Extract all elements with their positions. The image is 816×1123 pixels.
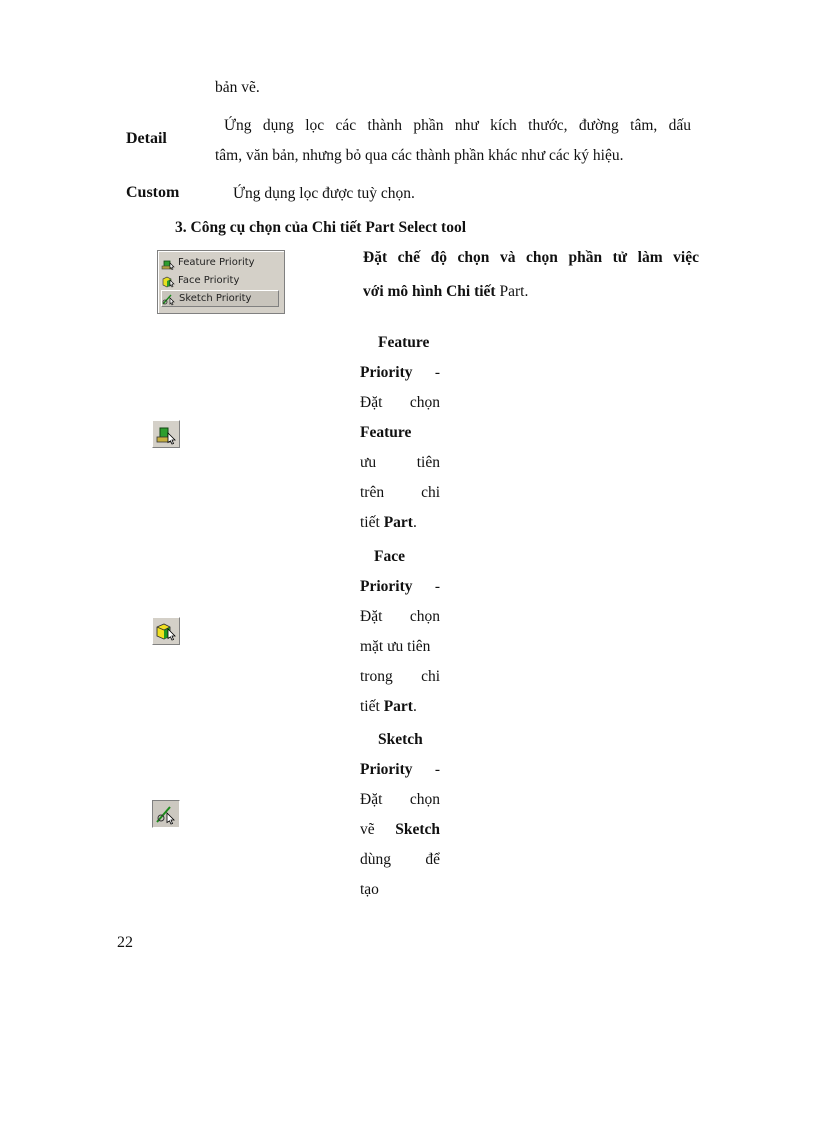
face-priority-icon xyxy=(161,274,175,288)
face-l6a: tiết xyxy=(360,698,384,715)
sketch-priority-text xyxy=(360,725,440,905)
section-heading: 3. Công cụ chọn của Chi tiết Part Select tool xyxy=(175,219,467,236)
feature-l3a: Đặt xyxy=(360,394,383,411)
face-l5a: trong xyxy=(360,668,393,685)
sketch-l5a: dùng xyxy=(360,851,391,868)
section-desc-line2 xyxy=(363,283,528,301)
toolbar-label-sketch-priority: Sketch Priority xyxy=(179,293,252,304)
face-l1: Face xyxy=(374,548,405,565)
face-l4: mặt ưu tiên xyxy=(360,638,431,655)
face-l3b: chọn xyxy=(409,608,440,625)
intro-continuation: bản vẽ. xyxy=(215,79,260,96)
sketch-l4a: vẽ xyxy=(360,821,375,838)
page-number: 22 xyxy=(117,934,133,951)
sketch-priority-button[interactable] xyxy=(152,800,180,828)
term-detail: Detail xyxy=(126,130,167,147)
sketch-l2-bold: Priority xyxy=(360,761,413,778)
section-desc-line2-bold: với mô hình Chi tiết xyxy=(363,283,496,300)
section-desc-line1: Đặt chế độ chọn và chọn phần tử làm việc xyxy=(363,249,699,266)
feature-l6a: trên xyxy=(360,484,385,501)
feature-l5a: ưu xyxy=(360,454,377,471)
feature-l7b: Part xyxy=(383,514,413,531)
toolbar-label-feature-priority: Feature Priority xyxy=(178,257,255,268)
feature-l3b: chọn xyxy=(409,394,440,411)
feature-l4: Feature xyxy=(360,424,412,441)
sketch-l5b: để xyxy=(425,851,440,868)
face-priority-button[interactable] xyxy=(152,617,180,645)
custom-desc: Ứng dụng lọc được tuỳ chọn. xyxy=(233,185,415,202)
face-l2-bold: Priority xyxy=(360,578,413,595)
feature-priority-icon xyxy=(155,423,177,445)
feature-l7c: . xyxy=(412,514,417,531)
part-select-toolbar xyxy=(157,250,285,314)
feature-l2-dash: - xyxy=(434,364,440,381)
feature-priority-button[interactable] xyxy=(152,420,180,448)
toolbar-item-sketch-priority[interactable] xyxy=(161,290,279,307)
detail-desc-line1: Ứng dụng lọc các thành phần như kích thước, đường tâm, dấu xyxy=(224,117,691,134)
term-custom: Custom xyxy=(126,184,180,201)
sketch-l3a: Đặt xyxy=(360,791,383,808)
feature-l7a: tiết xyxy=(360,514,384,531)
feature-l1: Feature xyxy=(378,334,430,351)
face-l2-dash: - xyxy=(434,578,440,595)
sketch-priority-icon xyxy=(162,292,176,306)
toolbar-label-face-priority: Face Priority xyxy=(178,275,240,286)
feature-l5b: tiên xyxy=(416,454,440,471)
feature-priority-icon xyxy=(161,256,175,270)
sketch-l4b: Sketch xyxy=(395,821,440,838)
sketch-l2-dash: - xyxy=(434,761,440,778)
sketch-priority-icon xyxy=(155,803,177,825)
face-l5b: chi xyxy=(421,668,440,685)
sketch-l1: Sketch xyxy=(378,731,423,748)
feature-l2-bold: Priority xyxy=(360,364,413,381)
face-l6b: Part xyxy=(383,698,413,715)
toolbar-item-feature-priority[interactable] xyxy=(161,254,279,271)
face-l6c: . xyxy=(412,698,417,715)
face-priority-icon xyxy=(155,620,177,642)
face-priority-text xyxy=(360,542,440,722)
sketch-l3b: chọn xyxy=(409,791,440,808)
section-desc-line2-rest: Part. xyxy=(495,283,529,300)
toolbar-item-face-priority[interactable] xyxy=(161,272,279,289)
sketch-l6: tạo xyxy=(360,881,379,898)
detail-desc-line2: tâm, văn bản, nhưng bỏ qua các thành phần khác như các ký hiệu. xyxy=(215,147,624,164)
feature-l6b: chi xyxy=(421,484,440,501)
face-l3a: Đặt xyxy=(360,608,383,625)
feature-priority-text xyxy=(360,328,440,538)
